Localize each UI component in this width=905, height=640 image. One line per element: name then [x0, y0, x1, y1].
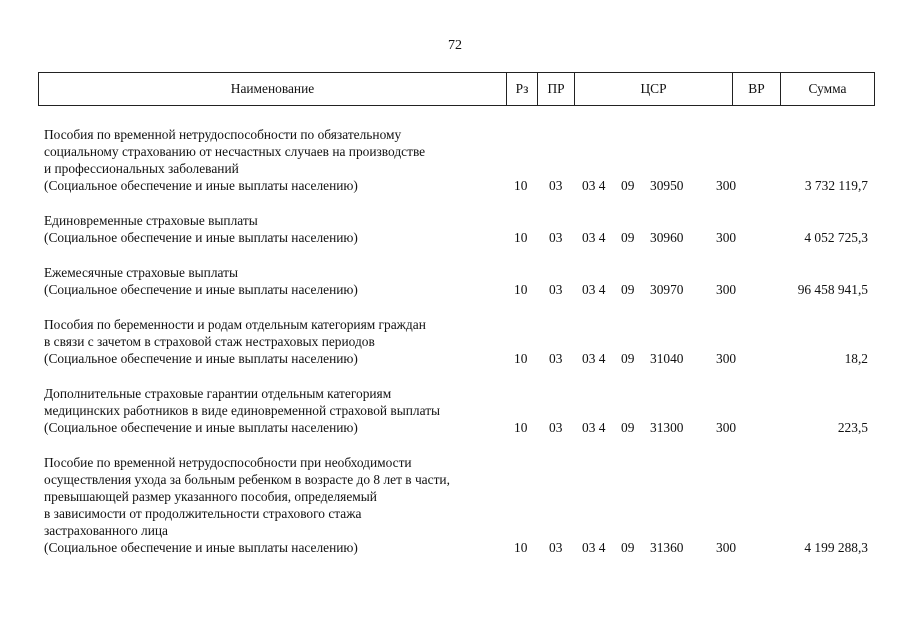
row-codes: [0, 350, 905, 367]
csr-direction-value: 30970: [650, 282, 684, 297]
rz-value: 10: [514, 420, 528, 435]
row-name-line: в связи с зачетом в страховой стаж нестраховых периодов: [44, 334, 375, 349]
header-rz: Рз: [507, 73, 538, 105]
header-name: Наименование: [39, 73, 507, 105]
row-name-line: превышающей размер указанного пособия, определяемый: [44, 489, 377, 504]
csr-program-value: 03 4: [582, 230, 606, 245]
pr-value: 03: [549, 230, 563, 245]
csr-direction-value: 31040: [650, 351, 684, 366]
row-name-line: Ежемесячные страховые выплаты: [44, 265, 238, 280]
csr-program-value: 03 4: [582, 420, 606, 435]
row-name-line: Пособия по беременности и родам отдельным категориям граждан: [44, 317, 426, 332]
vr-value: 300: [716, 540, 737, 555]
row-name-line: Дополнительные страховые гарантии отдельным категориям: [44, 386, 392, 401]
csr-subprogram-value: 09: [621, 540, 635, 555]
csr-subprogram-value: 09: [621, 282, 635, 297]
rz-value: 10: [514, 230, 528, 245]
csr-program-value: 03 4: [582, 540, 606, 555]
table-header: [38, 72, 875, 106]
pr-value: 03: [549, 351, 563, 366]
row-name-line: Пособие по временной нетрудоспособности при необходимости: [44, 455, 412, 470]
csr-direction-value: 31360: [650, 540, 684, 555]
header-csr: ЦСР: [575, 73, 733, 105]
csr-program-value: 03 4: [582, 351, 606, 366]
sum-value: 4 199 288,3: [804, 540, 868, 555]
row-name-line: медицинских работников в виде единовременной страховой выплаты: [44, 403, 441, 418]
row-codes: [0, 177, 905, 194]
row-name-line: осуществления ухода за больным ребенком в возрасте до 8 лет в части,: [44, 472, 450, 487]
csr-direction-value: 30950: [650, 178, 684, 193]
csr-program-value: 03 4: [582, 282, 606, 297]
csr-subprogram-value: 09: [621, 420, 635, 435]
row-codes: [0, 281, 905, 298]
sum-value: 18,2: [844, 351, 868, 366]
csr-subprogram-value: 09: [621, 178, 635, 193]
pr-value: 03: [549, 178, 563, 193]
header-vr: ВР: [733, 73, 781, 105]
row-name-line: (Социальное обеспечение и иные выплаты населению): [44, 178, 358, 193]
vr-value: 300: [716, 230, 737, 245]
vr-value: 300: [716, 351, 737, 366]
pr-value: 03: [549, 540, 563, 555]
row-name-line: (Социальное обеспечение и иные выплаты населению): [44, 420, 358, 435]
row-codes: [0, 419, 905, 436]
sum-value: 223,5: [837, 420, 868, 435]
row-codes: [0, 539, 905, 556]
pr-value: 03: [549, 282, 563, 297]
vr-value: 300: [716, 282, 737, 297]
row-name-line: (Социальное обеспечение и иные выплаты населению): [44, 282, 358, 297]
sum-value: 3 732 119,7: [804, 178, 868, 193]
csr-subprogram-value: 09: [621, 351, 635, 366]
header-pr: ПР: [538, 73, 575, 105]
row-codes: [0, 229, 905, 246]
page-number: 72: [448, 38, 462, 53]
row-name-line: (Социальное обеспечение и иные выплаты населению): [44, 230, 358, 245]
row-name-line: застрахованного лица: [44, 523, 168, 538]
row-name-line: Пособия по временной нетрудоспособности по обязательному: [44, 127, 402, 142]
header-sum: Сумма: [808, 81, 847, 96]
row-name-line: (Социальное обеспечение и иные выплаты населению): [44, 351, 358, 366]
vr-value: 300: [716, 420, 737, 435]
rz-value: 10: [514, 178, 528, 193]
csr-subprogram-value: 09: [621, 230, 635, 245]
row-name-line: социальному страхованию от несчастных случаев на производстве: [44, 144, 426, 159]
vr-value: 300: [716, 178, 737, 193]
row-name-line: Единовременные страховые выплаты: [44, 213, 258, 228]
rz-value: 10: [514, 540, 528, 555]
sum-value: 96 458 941,5: [797, 282, 868, 297]
rz-value: 10: [514, 351, 528, 366]
rz-value: 10: [514, 282, 528, 297]
csr-direction-value: 31300: [650, 420, 684, 435]
pr-value: 03: [549, 420, 563, 435]
row-name-line: в зависимости от продолжительности страхового стажа: [44, 506, 362, 521]
row-name-line: и профессиональных заболеваний: [44, 161, 239, 176]
sum-value: 4 052 725,3: [804, 230, 868, 245]
csr-program-value: 03 4: [582, 178, 606, 193]
row-name-line: (Социальное обеспечение и иные выплаты населению): [44, 540, 358, 555]
csr-direction-value: 30960: [650, 230, 684, 245]
